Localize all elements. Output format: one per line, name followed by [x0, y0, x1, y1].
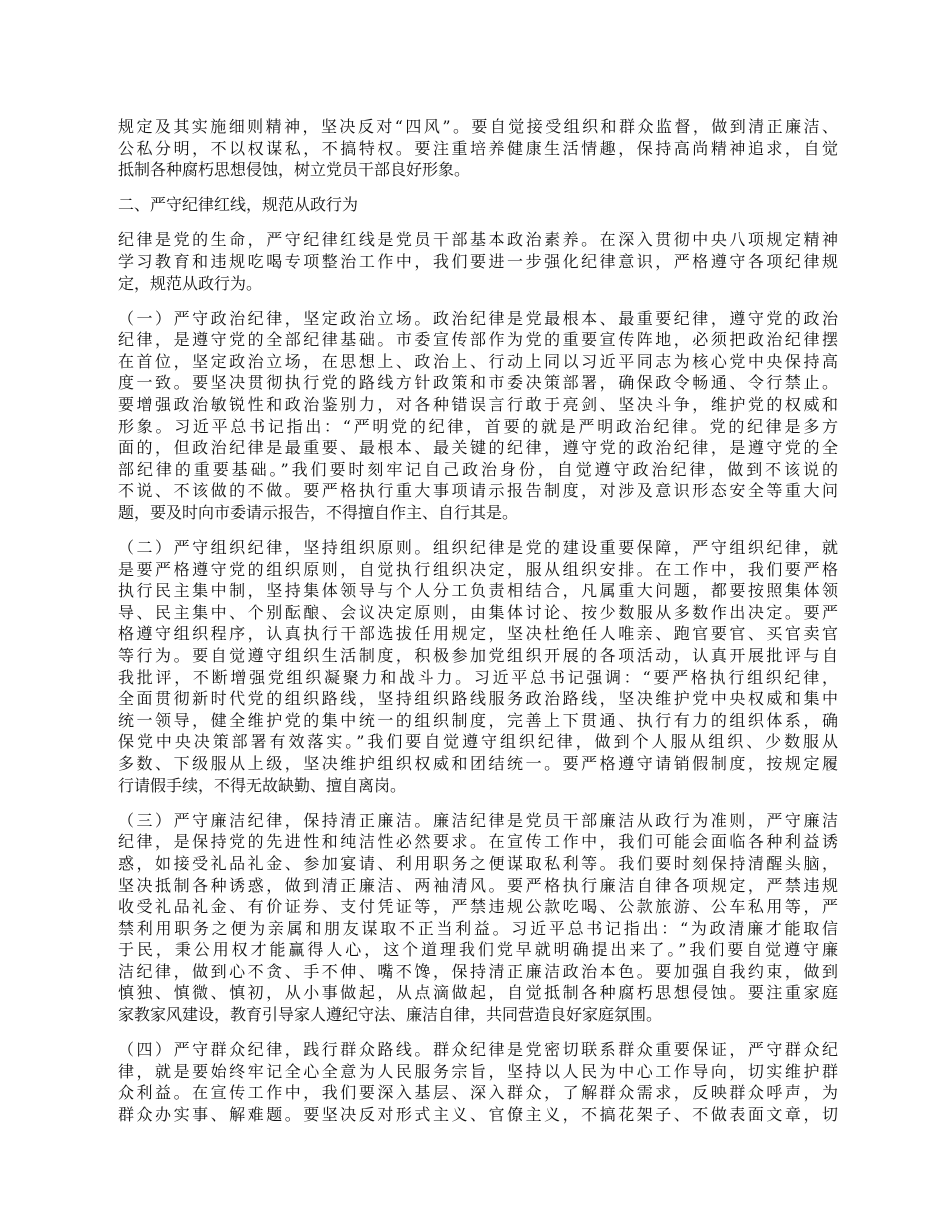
- text-line: 多数、下级服从上级，坚决维护组织权威和团结统一。要严格遵守请销假制度，按规定履: [118, 754, 838, 774]
- paragraph: [118, 537, 838, 796]
- paragraph: [118, 810, 838, 1026]
- text-line: 导、民主集中、个别酝酿、会议决定原则，由集体讨论、按少数服从多数作出决定。要严: [118, 602, 838, 622]
- text-line: 执行民主集中制，坚持集体领导与个人分工负责相结合，凡属重大问题，都要按照集体领: [118, 581, 838, 601]
- text-line: 禁利用职务之便为亲属和朋友谋取不正当利益。习近平总书记指出：“为政清廉才能取信: [118, 918, 838, 938]
- text-line: 慎独、慎微、慎初，从小事做起，从点滴做起，自觉抵制各种腐朽思想侵蚀。要注重家庭: [118, 983, 838, 1003]
- text-line: 群众办实事、解难题。要坚决反对形式主义、官僚主义，不搞花架子、不做表面文章，切: [118, 1104, 838, 1124]
- document-body: [118, 116, 838, 1139]
- text-line: 格遵守组织程序，认真执行干部选拔任用规定，坚决杜绝任人唯亲、跑官要官、买官卖官: [118, 624, 838, 644]
- text-line: 众利益。在宣传工作中，我们要深入基层、深入群众，了解群众需求，反映群众呼声，为: [118, 1083, 838, 1103]
- text-line: 形象。习近平总书记指出：“严明党的纪律，首要的就是严明政治纪律。党的纪律是多方: [118, 416, 838, 436]
- text-line: 纪律是党的生命，严守纪律红线是党员干部基本政治素养。在深入贯彻中央八项规定精神: [118, 230, 838, 250]
- text-line: 保党中央决策部署有效落实。”我们要自觉遵守组织纪律，做到个人服从组织、少数服从: [118, 732, 838, 752]
- text-line: （四）严守群众纪律，践行群众路线。群众纪律是党密切联系群众重要保证，严守群众纪: [118, 1040, 838, 1060]
- text-line: 家教家风建设，教育引导家人遵纪守法、廉洁自律，共同营造良好家庭氛围。: [118, 1005, 663, 1025]
- text-line: 统一领导，健全维护党的集中统一的组织制度，完善上下贯通、执行有力的组织体系，确: [118, 710, 838, 730]
- text-line: 二、严守纪律红线，规范从政行为: [118, 195, 359, 215]
- text-line: （二）严守组织纪律，坚持组织原则。组织纪律是党的建设重要保障，严守组织纪律，就: [118, 538, 838, 558]
- text-line: 行请假手续，不得无故缺勤、擅自离岗。: [118, 775, 407, 795]
- text-line: 等行为。要自觉遵守组织生活制度，积极参加党组织开展的各项活动，认真开展批评与自: [118, 646, 838, 666]
- paragraph: [118, 308, 838, 524]
- text-line: （三）严守廉洁纪律，保持清正廉洁。廉洁纪律是党员干部廉洁从政行为准则，严守廉洁: [118, 810, 838, 830]
- text-line: 学习教育和违规吃喝专项整治工作中，我们要进一步强化纪律意识，严格遵守各项纪律规: [118, 251, 838, 271]
- paragraph: [118, 1039, 838, 1125]
- text-line: 规定及其实施细则精神，坚决反对“四风”。要自觉接受组织和群众监督，做到清正廉洁、: [118, 117, 838, 136]
- text-line: 定，规范从政行为。: [118, 273, 263, 293]
- text-line: 收受礼品礼金、有价证券、支付凭证等，严禁违规公款吃喝、公款旅游、公车私用等，严: [118, 897, 838, 917]
- text-line: 公私分明，不以权谋私，不搞特权。要注重培养健康生活情趣，保持高尚精神追求，自觉: [118, 138, 838, 158]
- text-line: 我批评，不断增强党组织凝聚力和战斗力。习近平总书记强调：“要严格执行组织纪律，: [118, 667, 838, 687]
- paragraph: [118, 116, 838, 181]
- text-line: 是要严格遵守党的组织原则，自觉执行组织决定，服从组织安排。在工作中，我们要严格: [118, 559, 838, 579]
- text-line: 惑，如接受礼品礼金、参加宴请、利用职务之便谋取私利等。我们要时刻保持清醒头脑，: [118, 853, 838, 873]
- text-line: 不说、不该做的不做。要严格执行重大事项请示报告制度，对涉及意识形态安全等重大问: [118, 481, 838, 501]
- text-line: 律，就是要始终牢记全心全意为人民服务宗旨，坚持以人民为中心工作导向，切实维护群: [118, 1061, 838, 1081]
- section-heading: [118, 194, 838, 216]
- text-line: 部纪律的重要基础。”我们要时刻牢记自己政治身份，自觉遵守政治纪律，做到不该说的: [118, 459, 838, 479]
- paragraph: [118, 229, 838, 294]
- text-line: 纪律，是遵守党的全部纪律基础。市委宣传部作为党的重要宣传阵地，必须把政治纪律摆: [118, 330, 838, 350]
- text-line: 要增强政治敏锐性和政治鉴别力，对各种错误言行敢于亮剑、坚决斗争，维护党的权威和: [118, 395, 838, 415]
- text-line: 洁纪律，做到心不贪、手不伸、嘴不馋，保持清正廉洁政治本色。要加强自我约束，做到: [118, 961, 838, 981]
- text-line: 题，要及时向市委请示报告，不得擅自作主、自行其是。: [118, 503, 519, 522]
- text-line: 全面贯彻新时代党的组织路线，坚持组织路线服务政治路线，坚决维护党中央权威和集中: [118, 689, 838, 709]
- text-line: 坚决抵制各种诱惑，做到清正廉洁、两袖清风。要严格执行廉洁自律各项规定，严禁违规: [118, 875, 838, 895]
- text-line: 面的，但政治纪律是最重要、最根本、最关键的纪律，遵守党的政治纪律，是遵守党的全: [118, 438, 838, 458]
- text-line: 抵制各种腐朽思想侵蚀，树立党员干部良好形象。: [118, 160, 471, 180]
- text-line: （一）严守政治纪律，坚定政治立场。政治纪律是党最根本、最重要纪律，遵守党的政治: [118, 308, 838, 328]
- text-line: 纪律，是保持党的先进性和纯洁性必然要求。在宣传工作中，我们可能会面临各种利益诱: [118, 832, 838, 852]
- text-line: 在首位，坚定政治立场，在思想上、政治上、行动上同以习近平同志为核心党中央保持高: [118, 351, 838, 371]
- text-line: 度一致。要坚决贯彻执行党的路线方针政策和市委决策部署，确保政令畅通、令行禁止。: [118, 373, 838, 393]
- text-line: 于民，秉公用权才能赢得人心，这个道理我们党早就明确提出来了。”我们要自觉遵守廉: [118, 940, 838, 960]
